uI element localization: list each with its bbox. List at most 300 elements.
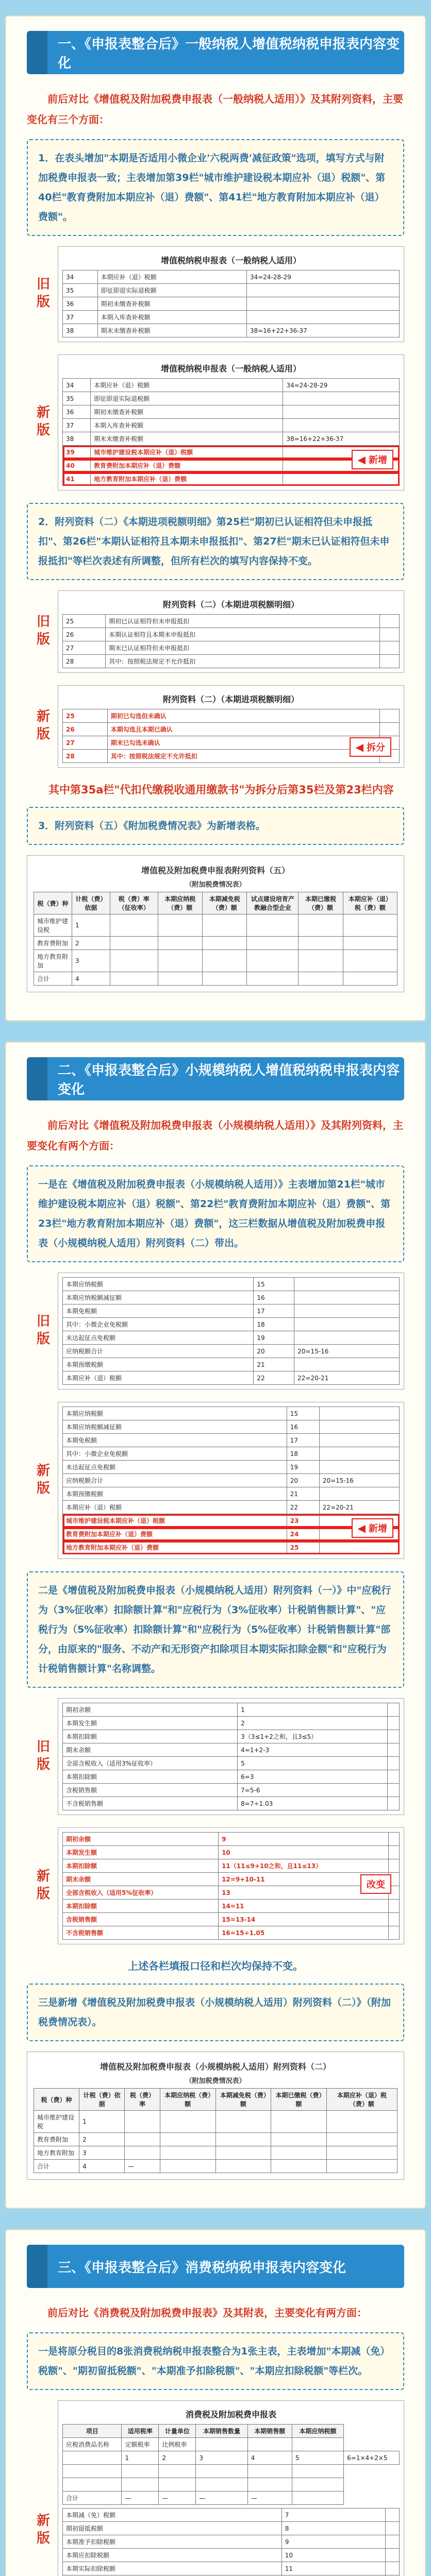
- table-header-cell: 本期应纳税额: [292, 2425, 343, 2438]
- table-cell: [292, 2492, 343, 2505]
- table-cell: [319, 1447, 399, 1461]
- section3-banner: [27, 2245, 404, 2288]
- table-cell: [386, 2522, 400, 2535]
- table-cell: 本期免税额: [63, 1434, 287, 1447]
- banner-fold-2: [27, 1057, 47, 1100]
- table-cell: [389, 1846, 400, 1859]
- table-cell: [319, 1461, 399, 1474]
- section2-intro: 前后对比《增值税及附加税费申报表（小规模纳税人适用）》及其附列资料，主要变化有两个方面：: [27, 1119, 403, 1152]
- table-row: [63, 1304, 400, 1318]
- table-row: [63, 1487, 400, 1501]
- table-cell: 本期免税额: [63, 1304, 254, 1318]
- table-cell: 合计: [63, 2492, 122, 2505]
- table-cell: 25: [63, 709, 108, 723]
- table-header-cell: 本期减免税（费）额: [216, 2089, 271, 2111]
- table-cell: 本期发生额: [63, 1846, 219, 1859]
- table-cell: 期初留抵税额: [63, 2522, 282, 2535]
- table-cell: 34=24-28-29: [246, 270, 399, 284]
- table-cell: [389, 1900, 400, 1913]
- table-cell: [386, 2535, 400, 2549]
- table-cell: [326, 2146, 397, 2160]
- table-cell: 地方教育附加本期应补（退）费额: [91, 472, 283, 486]
- table-cell: 地方教育附加本期应补（退）费额: [63, 1541, 287, 1554]
- annex5-table: [34, 892, 397, 986]
- section1-new-row: [27, 354, 404, 490]
- table-cell: 本期预缴税额: [63, 1487, 287, 1501]
- new-label-2: 新版: [34, 709, 50, 744]
- table-cell: 36: [63, 405, 91, 419]
- table-cell: 3（3≤1+2之和，且3≤5）: [238, 1730, 387, 1743]
- table-row: [63, 1913, 400, 1926]
- table-cell: [203, 937, 247, 950]
- table-cell: [271, 2146, 327, 2160]
- table-row: [63, 1371, 400, 1385]
- table-row: [63, 446, 400, 459]
- consumption-table-2: [62, 2508, 400, 2576]
- table-cell: 18: [287, 1447, 319, 1461]
- table-row: [63, 1461, 400, 1474]
- table-row: [63, 2478, 400, 2492]
- old-label: 旧版: [34, 277, 50, 312]
- table-cell: 应纳税额合计: [63, 1345, 254, 1358]
- table-cell: [246, 311, 399, 324]
- table-cell: [319, 1434, 399, 1447]
- table-row: [63, 615, 400, 628]
- section2-old-row: [27, 1273, 404, 1389]
- table-cell: [110, 914, 158, 937]
- table-cell: [387, 1784, 399, 1797]
- table-row: [63, 1770, 400, 1784]
- table-cell: [299, 972, 343, 986]
- table-cell: [379, 641, 399, 655]
- table-cell: [380, 709, 400, 723]
- table-row: [63, 709, 400, 723]
- table-cell: [271, 2133, 327, 2146]
- table-cell: [110, 950, 158, 972]
- table-cell: 不含税销售额: [63, 1797, 238, 1810]
- table-cell: [203, 950, 247, 972]
- table-row: [63, 1743, 400, 1757]
- table-cell: [387, 1757, 399, 1770]
- table-row: [63, 1730, 400, 1743]
- table-cell: 15=13-14: [219, 1913, 389, 1926]
- table-cell: [63, 2451, 122, 2465]
- table-cell: [247, 914, 299, 937]
- table-cell: 10: [219, 1846, 389, 1859]
- table-row: [34, 914, 397, 937]
- table-cell: 34: [63, 270, 98, 284]
- table-cell: 25: [63, 615, 106, 628]
- table-row: [34, 2160, 397, 2173]
- table-row: [63, 1528, 400, 1541]
- table-cell: 21: [254, 1358, 294, 1371]
- table-cell: [125, 2133, 160, 2146]
- table-cell: —: [125, 2160, 160, 2173]
- table-cell: 18: [254, 1318, 294, 1331]
- table-cell: 本期入库查补税额: [97, 311, 246, 324]
- section-small-taxpayer: [5, 1042, 426, 2209]
- table-cell: 地方教育附加: [34, 2146, 79, 2160]
- table-header-cell: 税（费）率: [125, 2089, 160, 2111]
- table-cell: 20: [254, 1345, 294, 1358]
- table-row: [63, 750, 400, 763]
- small-old-form: [58, 1273, 404, 1389]
- arrow-left-icon: ◀: [357, 453, 366, 466]
- section3-intro: 前后对比《消费税及附加税费申报表》及其附表，主要变化有两方面：: [47, 2307, 367, 2319]
- table-cell: 14=11: [219, 1900, 389, 1913]
- table-header-cell: 本期应纳税（费）额: [158, 892, 202, 914]
- table-row: [63, 284, 400, 297]
- table-cell: 24: [287, 1528, 319, 1541]
- table-cell: [63, 2478, 122, 2492]
- table-row: [63, 1278, 400, 1291]
- table-cell: 25: [287, 1541, 319, 1554]
- table-row: [63, 1420, 400, 1434]
- table-row: [63, 1797, 400, 1810]
- table-cell: [294, 1278, 400, 1291]
- table-cell: [203, 914, 247, 937]
- table-cell: [326, 2133, 397, 2146]
- table-cell: [159, 2465, 196, 2478]
- section2-new-row: [27, 1402, 404, 1559]
- section3-note1: 一是将原分税目的8张消费税纳税申报表整合为1张主表，主表增加"本期减（免）税额"、"期初留抵税额"、"本期准予扣除税额"、"本期应扣除税额"等栏次。: [27, 2332, 404, 2390]
- section3-form-row: [27, 2400, 404, 2576]
- table-cell: 11: [281, 2562, 385, 2575]
- table-cell: 教育费附加: [34, 2133, 79, 2146]
- table-header-cell: 计税（费）依据: [79, 2089, 125, 2111]
- section2-note1: 一是在《增值税及附加税费申报表（小规模纳税人适用）》主表增加第21栏"城市维护建设税本期应补（退）税额"、第22栏"教育费附加本期应补（退）费额"、第23栏"地方教育附加本期应补（退）费额"，这三栏数据从增值税及附加税费申报表（小规模纳税人适用）附列资料（二）带出。: [27, 1165, 404, 1262]
- table-cell: 11（11≤9+10之和，且11≤13）: [219, 1859, 389, 1873]
- consumption-form: [58, 2400, 404, 2576]
- new-label: 新版: [34, 405, 50, 440]
- table-row: [63, 459, 400, 472]
- table-cell: 含税销售额: [63, 1784, 238, 1797]
- consumption-table: [62, 2424, 400, 2505]
- table-cell: 未达起征点免税额: [63, 1461, 287, 1474]
- annex2-sub: （附加税费情况表）: [185, 2077, 246, 2085]
- table-cell: [283, 472, 400, 486]
- table-cell: 应纳税额合计: [63, 1474, 287, 1487]
- table-cell: 38=16+22+36-37: [246, 324, 399, 337]
- table-row: [63, 2492, 400, 2505]
- table-row: [63, 1833, 400, 1846]
- table-cell: 8: [281, 2522, 385, 2535]
- table-cell: —: [196, 2492, 247, 2505]
- table-cell: 38: [63, 432, 91, 446]
- table-cell: 7=5-6: [238, 1784, 387, 1797]
- table-header-cell: 本期应补（退）税（费）额: [326, 2089, 397, 2111]
- table-row: [63, 1703, 400, 1717]
- table-row: [34, 950, 397, 972]
- table-header-cell: 税（费）种: [34, 2089, 79, 2111]
- table-row: [63, 2509, 400, 2522]
- table-cell: 期初未缴查补税额: [97, 297, 246, 311]
- table-cell: 37: [63, 311, 98, 324]
- section1-note3: 3．附列资料（五）《附加税费情况表》为新增表格。: [27, 807, 404, 845]
- table-cell: [247, 972, 299, 986]
- table-header-cell: 计量单位: [159, 2425, 196, 2438]
- table-cell: 4=1+2-3: [238, 1743, 387, 1757]
- table-header-cell: 计税（费）依据: [72, 892, 110, 914]
- table-row: [63, 2549, 400, 2562]
- old-main-table: [62, 270, 400, 337]
- table-cell: 其中：小微企业免税额: [63, 1447, 287, 1461]
- table-row: [34, 2146, 397, 2160]
- table-cell: 期末余额: [63, 1873, 219, 1886]
- table-cell: [294, 1291, 400, 1304]
- table-cell: 20=15-16: [319, 1474, 399, 1487]
- table-row: [63, 2465, 400, 2478]
- table-cell: 40: [63, 459, 91, 472]
- table-row: [63, 1900, 400, 1913]
- table-cell: [160, 2160, 216, 2173]
- table-cell: 37: [63, 419, 91, 432]
- table-row: [63, 2535, 400, 2549]
- table-cell: [387, 1743, 399, 1757]
- table-cell: 2: [238, 1717, 387, 1730]
- section2-center-note: 上述各栏填报口径和栏次均保持不变。: [128, 1960, 303, 1972]
- table-row: [34, 2133, 397, 2146]
- table-cell: —: [122, 2492, 159, 2505]
- table-cell: [247, 950, 299, 972]
- table-cell: [158, 950, 202, 972]
- annex2-title: 增值税及附加税费申报表（小规模纳税人适用）附列资料（二）: [100, 2062, 331, 2072]
- table-cell: [216, 2133, 271, 2146]
- section1-title: 一、《申报表整合后》一般纳税人增值税纳税申报表内容变化: [58, 37, 400, 71]
- table-cell: 22=20-21: [319, 1501, 399, 1514]
- table-cell: 3: [79, 2146, 125, 2160]
- section2-note2: 二是《增值税及附加税费申报表（小规模纳税人适用）附列资料（一）》中"应税行为（3%征收率）扣除额计算"和"应税行为（3%征收率）计税销售额计算"、"应税行为（5%征收率）扣除额计算"和"应税行为（5%征收率）计税销售额计算"部分，由原来的"服务、不动产和无形资产扣除项目本期实际扣除金额"和"应税行为计税销售额计算"名称调整。: [27, 1571, 404, 1688]
- small-new-table: [62, 1406, 400, 1554]
- table-cell: 4: [72, 972, 110, 986]
- table-cell: [247, 2465, 292, 2478]
- table-cell: [387, 1770, 399, 1784]
- table-cell: 15: [287, 1407, 319, 1420]
- table-cell: 1: [79, 2111, 125, 2133]
- table-header-cell: 试点建设培育产教融合型企业: [247, 892, 299, 914]
- top-band: [0, 0, 431, 15]
- small-new-form: [58, 1402, 404, 1559]
- table-cell: 期初余额: [63, 1703, 238, 1717]
- table-cell: 38: [63, 324, 98, 337]
- table-cell: 13: [219, 1886, 389, 1900]
- table-cell: 3: [72, 950, 110, 972]
- table-row: [63, 1345, 400, 1358]
- table-row: [63, 1407, 400, 1420]
- table-cell: 城市维护建设税本期应补（退）税额: [91, 446, 283, 459]
- table-cell: [246, 284, 399, 297]
- table-cell: [203, 972, 247, 986]
- table-cell: 4: [247, 2451, 292, 2465]
- table-row: [63, 1926, 400, 1940]
- section2-ded-new: [27, 1827, 404, 1944]
- table-cell: 期末未缴查补税额: [97, 324, 246, 337]
- table-cell: [389, 1913, 400, 1926]
- table-cell: [216, 2111, 271, 2133]
- table-cell: 5: [292, 2451, 343, 2465]
- table-cell: 全部含税收入（适用5%征收率）: [63, 1886, 219, 1900]
- table-cell: [343, 950, 397, 972]
- table-row: [63, 324, 400, 337]
- table-cell: 本期发生额: [63, 1717, 238, 1730]
- table-cell: 教育费附加本期应补（退）费额: [63, 1528, 287, 1541]
- table-row: [63, 311, 400, 324]
- table-cell: 期末余额: [63, 1743, 238, 1757]
- new-main-form: [58, 354, 404, 490]
- annex2-form: [27, 2052, 404, 2180]
- table-cell: 27: [63, 736, 108, 750]
- table-cell: 本期应补（退）税额: [91, 379, 283, 392]
- table-cell: 1: [238, 1703, 387, 1717]
- table-cell: [292, 2465, 343, 2478]
- table-cell: [271, 2160, 327, 2173]
- table-cell: 5: [238, 1757, 387, 1770]
- table-cell: 教育费附加: [34, 937, 72, 950]
- table-header-cell: 本期已缴税（费）额: [271, 2089, 327, 2111]
- annex2-table: [34, 2088, 397, 2173]
- table-header-cell: 本期应补（退）税（费）额: [343, 892, 397, 914]
- section2-title: 二、《申报表整合后》小规模纳税人增值税纳税申报表内容变化: [58, 1063, 400, 1097]
- table-cell: [159, 2478, 196, 2492]
- add-flag-label-2: 新增: [369, 1523, 387, 1534]
- table-cell: [387, 1703, 399, 1717]
- table-row: [63, 270, 400, 284]
- table-cell: [343, 972, 397, 986]
- table-cell: [299, 914, 343, 937]
- table-cell: 城市维护建设税: [34, 2111, 79, 2133]
- table-cell: 16=15÷1.05: [219, 1926, 389, 1940]
- table-row: [63, 1358, 400, 1371]
- table-cell: 教育费附加本期应补（退）费额: [91, 459, 283, 472]
- annex5-form: [27, 855, 404, 992]
- table-cell: 26: [63, 723, 108, 736]
- table-row: [63, 1318, 400, 1331]
- table-header-cell: 本期应纳税（费）额: [160, 2089, 216, 2111]
- table-cell: 27: [63, 641, 106, 655]
- table-cell: 22=20-21: [294, 1371, 400, 1385]
- table-cell: 26: [63, 628, 106, 641]
- table-row: [63, 1447, 400, 1461]
- section2-banner: [27, 1057, 404, 1100]
- table-row: [63, 1434, 400, 1447]
- table-cell: 合计: [34, 972, 72, 986]
- table-header-cell: 税（费）率（征收率）: [110, 892, 158, 914]
- annex5-sub: （附加税费情况表）: [185, 881, 246, 889]
- table-row: [63, 297, 400, 311]
- table-row: [63, 1717, 400, 1730]
- table-row: [63, 628, 400, 641]
- section1-intro: 前后对比《增值税及附加税费申报表（一般纳税人适用）》及其附列资料，主要变化有三个方面：: [27, 93, 403, 126]
- table-cell: 41: [63, 472, 91, 486]
- table-cell: [160, 2111, 216, 2133]
- table-cell: 28: [63, 750, 108, 763]
- table-row: [63, 736, 400, 750]
- table-cell: 19: [254, 1331, 294, 1345]
- new-label-4: 新版: [34, 1868, 50, 1904]
- main-form-title-new: 增值税纳税申报表（一般纳税人适用）: [160, 364, 301, 374]
- old-attach-table: [62, 614, 400, 668]
- ded-new-form: [58, 1827, 404, 1944]
- banner-fold: [27, 31, 47, 74]
- table-cell: 7: [281, 2509, 385, 2522]
- table-cell: [389, 1833, 400, 1846]
- table-cell: [110, 937, 158, 950]
- table-cell: [389, 1859, 400, 1873]
- section-consumption-tax: [5, 2229, 426, 2576]
- table-cell: [196, 2465, 247, 2478]
- table-cell: 35: [63, 392, 91, 405]
- arrow-left-icon-2: ◀: [355, 741, 363, 753]
- table-cell: 16: [287, 1420, 319, 1434]
- table-cell: [343, 937, 397, 950]
- table-cell: 本期扣除额: [63, 1730, 238, 1743]
- table-cell: 35: [63, 284, 98, 297]
- table-cell: —: [159, 2492, 196, 2505]
- table-cell: [380, 723, 400, 736]
- table-cell: 本期应补（退）税额: [63, 1371, 254, 1385]
- table-cell: 本期应补（退）税额: [63, 1501, 287, 1514]
- banner-fold-3: [27, 2245, 47, 2288]
- table-cell: [294, 1304, 400, 1318]
- table-cell: [299, 950, 343, 972]
- ded-old-form: [58, 1698, 404, 1815]
- table-cell: 含税销售额: [63, 1913, 219, 1926]
- table-cell: 本期应纳税额减征额: [63, 1420, 287, 1434]
- arrow-left-icon-3: ◀: [357, 1522, 366, 1534]
- table-cell: 本期扣除额: [63, 1770, 238, 1784]
- table-cell: [216, 2146, 271, 2160]
- table-cell: [160, 2146, 216, 2160]
- table-cell: 定额税率: [122, 2438, 159, 2451]
- table-cell: [158, 972, 202, 986]
- table-cell: [387, 1797, 399, 1810]
- section1-old-row: [27, 246, 404, 342]
- section1-banner: [27, 31, 404, 74]
- table-header-cell: 本期已缴税（费）额: [299, 892, 343, 914]
- table-row: [63, 1331, 400, 1345]
- old-attach-form: [58, 590, 404, 673]
- table-row: [63, 2522, 400, 2535]
- table-cell: 本期实际扣除税额: [63, 2562, 282, 2575]
- table-cell: [326, 2160, 397, 2173]
- add-flag-2: [352, 1518, 393, 1538]
- table-cell: 34: [63, 379, 91, 392]
- table-cell: [292, 2438, 343, 2451]
- table-cell: 2: [72, 937, 110, 950]
- table-row: [63, 1514, 400, 1528]
- table-row: [63, 641, 400, 655]
- table-row: [63, 1859, 400, 1873]
- table-cell: [387, 1717, 399, 1730]
- table-row: [63, 1846, 400, 1859]
- table-cell: 16: [254, 1291, 294, 1304]
- table-cell: 期初余额: [63, 1833, 219, 1846]
- table-cell: [247, 937, 299, 950]
- attach-form-title-new: 附列资料（二）（本期进项税额明细）: [162, 694, 299, 704]
- change-flag: 改变: [360, 1874, 391, 1894]
- table-cell: 即征即退实际退税额: [97, 284, 246, 297]
- table-cell: 合计: [34, 2160, 79, 2173]
- table-row: [63, 723, 400, 736]
- table-cell: [122, 2478, 159, 2492]
- split-flag-label: 拆分: [367, 742, 385, 753]
- table-cell: [247, 2438, 292, 2451]
- table-cell: [294, 1318, 400, 1331]
- table-cell: 20: [287, 1474, 319, 1487]
- table-cell: 15: [254, 1278, 294, 1291]
- new-attach-form: [58, 685, 404, 768]
- table-row: [63, 1291, 400, 1304]
